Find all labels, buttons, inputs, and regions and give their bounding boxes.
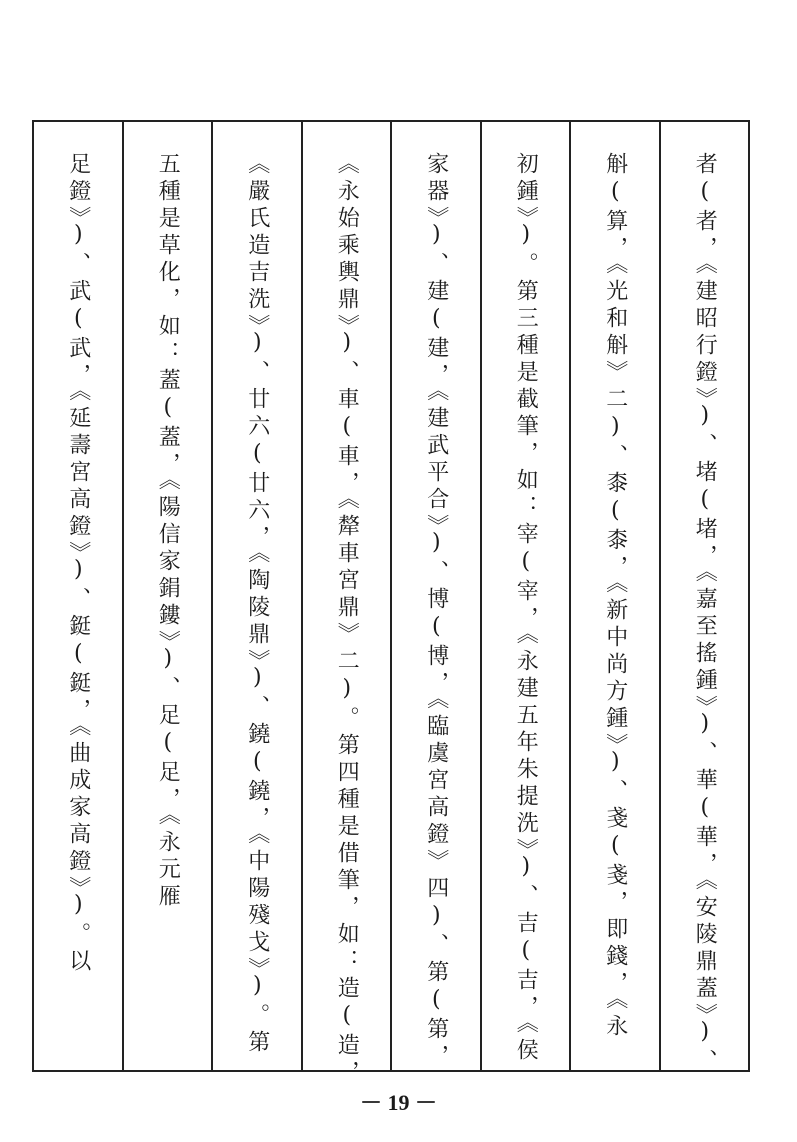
text-column-7 (569, 122, 659, 1070)
column-text: 足鐙》)、武(武，《延壽宮高鐙》)、鋌(鋌，《曲成家高鐙》)。以 (65, 152, 91, 976)
page-frame (32, 120, 750, 1087)
text-column-2 (122, 122, 212, 1070)
column-text: 斛(算，《光和斛》二)、桼(桼，《新中尚方鍾》)、戔(戔，即錢，《永 (602, 152, 628, 1041)
text-column-5 (390, 122, 480, 1070)
column-text: 五種是草化，如：蓋(蓋，《陽信家鋗鏤》)、足(足，《永元雁 (155, 152, 181, 911)
text-column-8 (659, 122, 749, 1076)
text-column-1 (34, 122, 122, 1070)
column-text: 《永始乘輿鼎》)、車(車，《犛車宮鼎》二)。第四種是借筆，如：造(造， (334, 152, 360, 1087)
column-text: 《嚴氏造吉洗》)、廿六(廿六，《陶陵鼎》)、鐃(鐃，《中陽殘戈》)。第 (244, 152, 270, 1057)
column-text: 家器》)、建(建，《建武平合》)、博(博，《臨虞宮高鐙》四)、第(第， (423, 152, 449, 1071)
text-column-4 (301, 122, 391, 1087)
column-text: 者(者，《建昭行鐙》)、堵(堵，《嘉至搖鍾》)、華(華，《安陵鼎蓋》)、 (692, 152, 718, 1076)
column-text: 初鍾》)。第三種是截筆，如：宰(宰，《永建五年朱提洗》)、吉(吉，《侯 (513, 152, 539, 1065)
text-column-6 (480, 122, 570, 1070)
page-number: － 19 － (359, 1090, 437, 1115)
text-column-3 (211, 122, 301, 1070)
